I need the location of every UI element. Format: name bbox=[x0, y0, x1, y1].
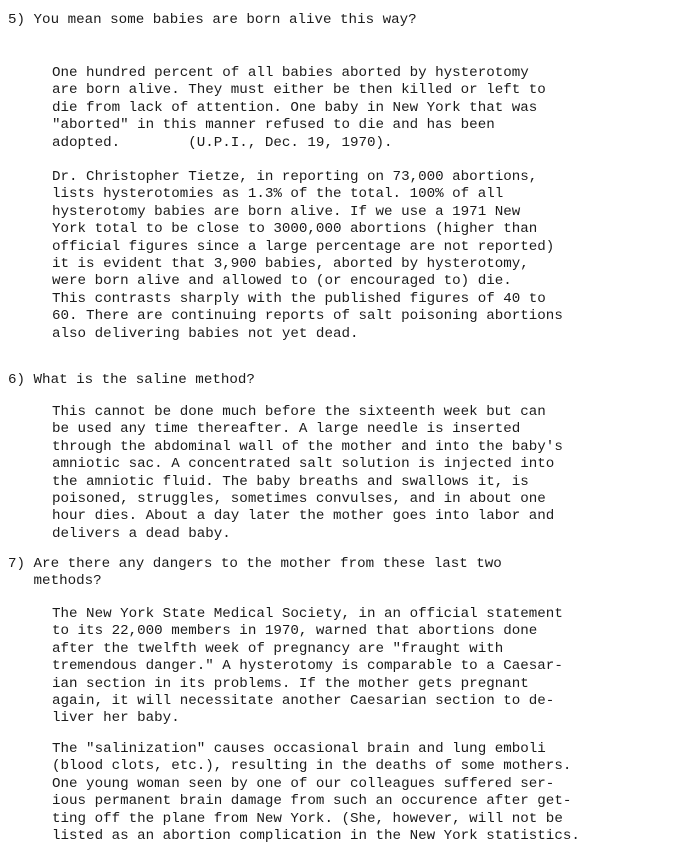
question-7: 7) Are there any dangers to the mother from these last two methods? bbox=[8, 556, 502, 589]
answer-5-paragraph-2: Dr. Christopher Tietze, in reporting on 73,000 abortions, lists hysterotomies as 1.3% of the total. 100% of all hysterotomy babies are born alive. If we use a 1971 New York total to be close to 3000,000 abortions (higher than official figures since a large percentage are not reported) it is evident that 3,900 babies, aborted by hysterotomy, were born alive and allowed to (or encouraged to) die. This contrasts sharply with the published figures of 40 to 60. There are continuing reports of salt poisoning abortions also delivering babies not yet dead. bbox=[52, 169, 563, 342]
question-6: 6) What is the saline method? bbox=[8, 372, 255, 388]
answer-6-paragraph-1: This cannot be done much before the sixteenth week but can be used any time thereafter. A large needle is inserted through the abdominal wall of the mother and into the baby's amniotic sac. A concentrated salt solution is injected into the amniotic fluid. The baby breaths and swallows it, is poisoned, struggles, sometimes convulses, and in about one hour dies. About a day later the mother goes into labor and delivers a dead baby. bbox=[52, 404, 563, 542]
answer-7-paragraph-2: The "salinization" causes occasional brain and lung emboli (blood clots, etc.), resulting in the deaths of some mothers. One young woman seen by one of our colleagues suffered ser- ious permanent brain damage from such an occurence after get- ting off the plane from New York. (She, however, will not be listed as an abortion complication in the New York statistics. bbox=[52, 741, 580, 845]
question-5: 5) You mean some babies are born alive this way? bbox=[8, 12, 417, 28]
answer-5-paragraph-1: One hundred percent of all babies aborted by hysterotomy are born alive. They must either be then killed or left to die from lack of attention. One baby in New York that was "aborted" in this manner refused to die and has been adopted. (U.P.I., Dec. 19, 1970). bbox=[52, 65, 546, 151]
answer-7-paragraph-1: The New York State Medical Society, in an official statement to its 22,000 members in 1970, warned that abortions done after the twelfth week of pregnancy are "fraught with tremendous danger." A hysterotomy is comparable to a Caesar- ian section in its problems. If the mother gets pregnant again, it will necessitate another Caesarian section to de- liver her baby. bbox=[52, 606, 563, 727]
